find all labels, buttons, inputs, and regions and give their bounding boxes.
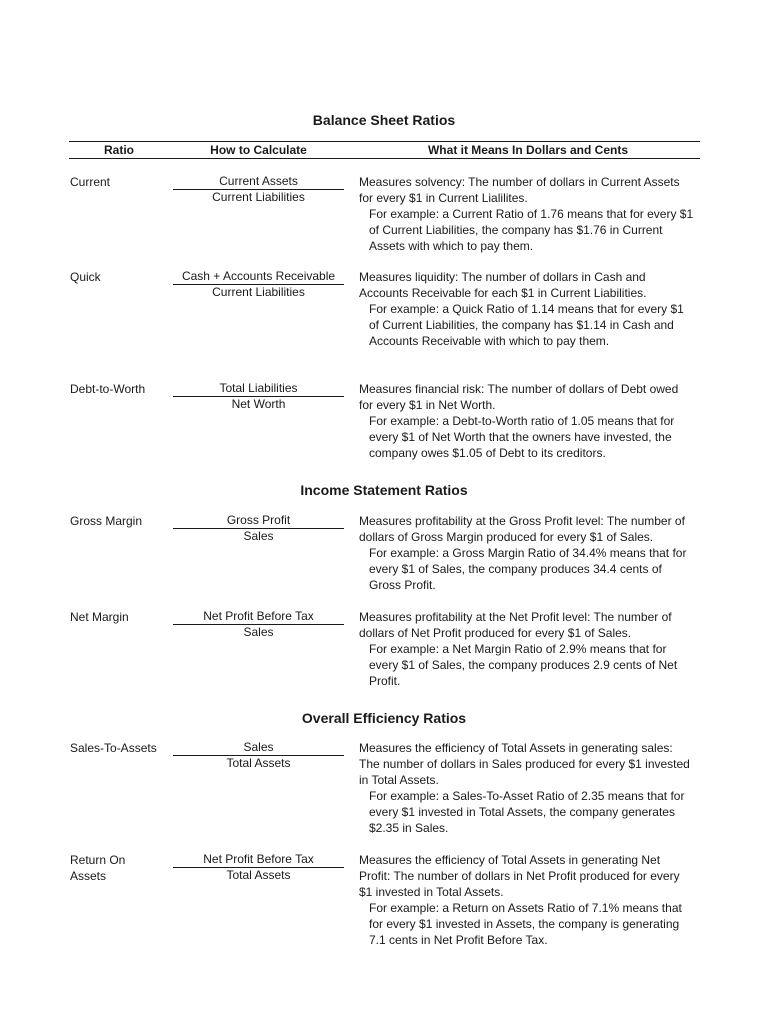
- page-title: Balance Sheet Ratios: [312, 112, 456, 128]
- table-header: [69, 143, 699, 159]
- ratio-name: Quick: [70, 270, 101, 284]
- formula-denominator: Sales: [243, 529, 274, 543]
- ratio-description: [359, 381, 694, 461]
- ratio-formula: [173, 269, 344, 300]
- section-title-income: Income Statement Ratios: [300, 482, 468, 498]
- ratio-name: Sales-To-Assets: [70, 741, 157, 755]
- description-text: Measures financial risk: The number of dollars of Debt owed for every $1 in Net Worth.: [359, 382, 679, 412]
- ratio-description: [359, 609, 694, 689]
- ratio-name: Gross Margin: [70, 514, 143, 528]
- formula-denominator: Total Assets: [226, 868, 291, 882]
- formula-numerator: Net Profit Before Tax: [173, 609, 344, 625]
- ratio-formula: [173, 174, 344, 205]
- description-text: Measures liquidity: The number of dollars in Cash and Accounts Receivable for each $1 in Current Liabilities.: [359, 270, 647, 300]
- formula-numerator: Gross Profit: [173, 513, 344, 529]
- column-header-how: How to Calculate: [210, 143, 307, 157]
- ratio-description: [359, 174, 694, 254]
- ratio-formula: [173, 609, 344, 640]
- example-text: For example: a Gross Margin Ratio of 34.4% means that for every $1 of Sales, the company produces 34.4 cents of Gross Profit.: [369, 546, 687, 592]
- ratio-description: [359, 513, 694, 593]
- description-text: Measures profitability at the Gross Profit level: The number of dollars of Gross Margin produced for every $1 of Sales.: [359, 514, 685, 544]
- ratio-description: [359, 269, 694, 349]
- ratio-formula: [173, 740, 344, 771]
- ratio-formula: [173, 852, 344, 883]
- formula-denominator: Current Liabilities: [212, 285, 305, 299]
- description-text: Measures the efficiency of Total Assets in generating sales: The number of dollars in Sales produced for every $1 invested in Total Assets.: [359, 741, 690, 787]
- description-text: Measures profitability at the Net Profit level: The number of dollars of Net Profit produced for every $1 of Sales.: [359, 610, 672, 640]
- formula-denominator: Total Assets: [226, 756, 291, 770]
- formula-denominator: Sales: [243, 625, 274, 639]
- example-text: For example: a Current Ratio of 1.76 means that for every $1 of Current Liabilities, the company has $1.76 in Current Assets with which to pay them.: [369, 207, 694, 253]
- formula-denominator: Current Liabilities: [212, 190, 305, 204]
- example-text: For example: a Debt-to-Worth ratio of 1.05 means that for every $1 of Net Worth that the owners have invested, the company owes $1.05 of Debt to its creditors.: [369, 414, 675, 460]
- formula-numerator: Cash + Accounts Receivable: [173, 269, 344, 285]
- ratio-formula: [173, 381, 344, 412]
- description-text: Measures solvency: The number of dollars in Current Assets for every $1 in Current Lialilites.: [359, 175, 680, 205]
- example-text: For example: a Return on Assets Ratio of 7.1% means that for every $1 invested in Assets, the company is generating 7.1 cents in Net Profit Before Tax.: [369, 901, 682, 947]
- formula-numerator: Net Profit Before Tax: [173, 852, 344, 868]
- example-text: For example: a Net Margin Ratio of 2.9% means that for every $1 of Sales, the company produces 2.9 cents of Net Profit.: [369, 642, 678, 688]
- formula-numerator: Total Liabilities: [173, 381, 344, 397]
- formula-denominator: Net Worth: [231, 397, 286, 411]
- column-header-means: What it Means In Dollars and Cents: [427, 143, 629, 157]
- example-text: For example: a Sales-To-Asset Ratio of 2.35 means that for every $1 invested in Total Assets, the company generates $2.35 in Sales.: [369, 789, 685, 835]
- formula-numerator: Current Assets: [173, 174, 344, 190]
- ratio-name: Current: [70, 175, 111, 189]
- description-text: Measures the efficiency of Total Assets in generating Net Profit: The number of dollars in Net Profit produced for every $1 invested in Total Assets.: [359, 853, 680, 899]
- header-top-rule: [69, 141, 700, 142]
- ratio-description: [359, 740, 694, 836]
- ratio-name: Net Margin: [70, 610, 129, 624]
- header-bottom-rule: [69, 158, 700, 159]
- formula-numerator: Sales: [173, 740, 344, 756]
- example-text: For example: a Quick Ratio of 1.14 means that for every $1 of Current Liabilities, the company has $1.14 in Cash and Accounts Receivable with which to pay them.: [369, 302, 684, 348]
- section-title-efficiency: Overall Efficiency Ratios: [301, 710, 467, 726]
- ratio-name: Return On Assets: [70, 853, 126, 883]
- ratio-formula: [173, 513, 344, 544]
- ratio-name: Debt-to-Worth: [70, 382, 146, 396]
- column-header-ratio: Ratio: [104, 143, 134, 157]
- ratio-description: [359, 852, 694, 948]
